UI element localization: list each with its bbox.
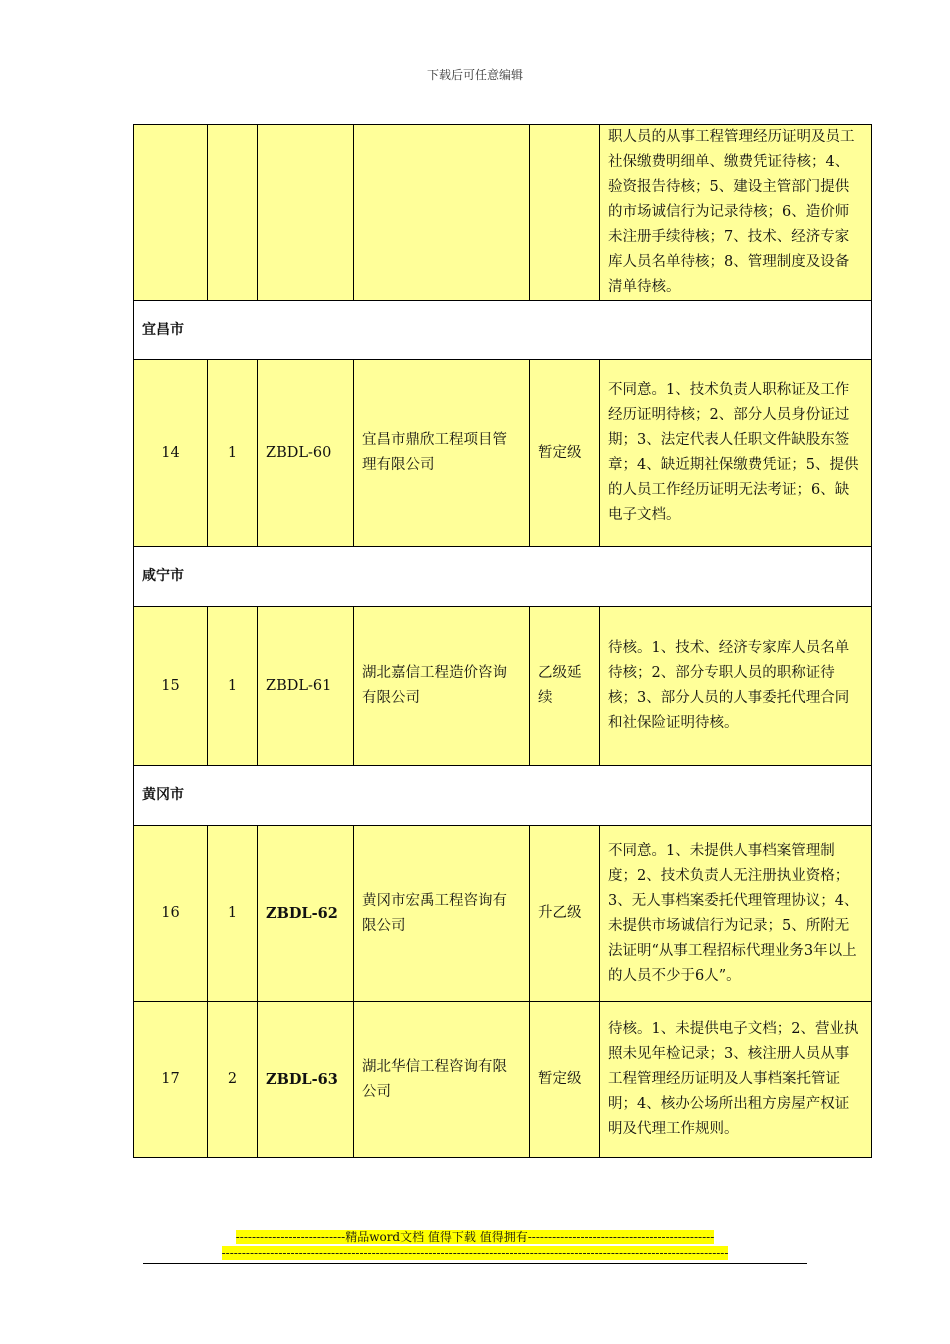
cell-seq: 17: [134, 1002, 208, 1158]
table-row-continued: [134, 125, 872, 301]
cell-opinion: 待核。1、未提供电子文档；2、营业执照未见年检记录；3、核注册人员从事工程管理经历证明及人事档案托管证明；4、核办公场所出租方房屋产权证明及代理工作规则。: [600, 1002, 872, 1158]
footer-banner-line2: [0, 1246, 950, 1261]
cell-level: 暂定级: [530, 1002, 600, 1158]
cell-opinion: 不同意。1、未提供人事档案管理制度；2、技术负责人无注册执业资格；3、无人事档案委托代理管理协议；4、未提供市场诚信行为记录；5、所附无法证明“从事工程招标代理业务3年以上的人员不少于6人”。: [600, 826, 872, 1002]
cell-seq: 15: [134, 607, 208, 766]
section-header-huanggang: [134, 766, 872, 826]
cell-code: ZBDL-63: [258, 1002, 354, 1158]
footer-banner-text: ---------------------------精品word文档 值得下载 值得拥有----------------------------------------------: [235, 1230, 715, 1244]
cell-sub: 1: [208, 826, 258, 1002]
cell-opinion: 职人员的从事工程管理经历证明及员工社保缴费明细单、缴费凭证待核；4、验资报告待核；5、建设主管部门提供的市场诚信行为记录待核；6、造价师未注册手续待核；7、技术、经济专家库人员名单待核；8、管理制度及设备清单待核。: [600, 125, 872, 301]
section-header-xianning: [134, 547, 872, 607]
cell-level: 升乙级: [530, 826, 600, 1002]
cell-level: 乙级延续: [530, 607, 600, 766]
cell-company: 湖北华信工程咨询有限公司: [354, 1002, 530, 1158]
review-table: [133, 124, 872, 1158]
cell-company: [354, 125, 530, 301]
cell-company: 黄冈市宏禹工程咨询有限公司: [354, 826, 530, 1002]
section-name: 咸宁市: [134, 547, 872, 607]
footer-rule: [143, 1263, 807, 1264]
table-row: [134, 1002, 872, 1158]
page-header-note: 下载后可任意编辑: [426, 68, 523, 82]
cell-seq: 14: [134, 360, 208, 547]
cell-seq: 16: [134, 826, 208, 1002]
footer-banner-line1: [0, 1230, 950, 1245]
cell-sub: 2: [208, 1002, 258, 1158]
cell-code: ZBDL-61: [258, 607, 354, 766]
cell-opinion: 不同意。1、技术负责人职称证及工作经历证明待核；2、部分人员身份证过期；3、法定代表人任职文件缺股东签章；4、缺近期社保缴费凭证；5、提供的人员工作经历证明无法考证；6、缺电子文档。: [600, 360, 872, 547]
section-name: 黄冈市: [134, 766, 872, 826]
footer-dash-line: -----------------------------------------------------------------------------------------------------------------------------: [221, 1246, 729, 1260]
cell-code: [258, 125, 354, 301]
table-row: [134, 360, 872, 547]
cell-company: 湖北嘉信工程造价咨询有限公司: [354, 607, 530, 766]
cell-level: 暂定级: [530, 360, 600, 547]
section-header-yichang: [134, 301, 872, 360]
cell-opinion: 待核。1、技术、经济专家库人员名单待核；2、部分专职人员的职称证待核；3、部分人员的人事委托代理合同和社保险证明待核。: [600, 607, 872, 766]
cell-code: ZBDL-60: [258, 360, 354, 547]
section-name: 宜昌市: [134, 301, 872, 360]
table-row: [134, 826, 872, 1002]
cell-level: [530, 125, 600, 301]
cell-seq: [134, 125, 208, 301]
cell-sub: 1: [208, 360, 258, 547]
table-row: [134, 607, 872, 766]
cell-company: 宜昌市鼎欣工程项目管理有限公司: [354, 360, 530, 547]
cell-code: ZBDL-62: [258, 826, 354, 1002]
cell-sub: [208, 125, 258, 301]
cell-sub: 1: [208, 607, 258, 766]
